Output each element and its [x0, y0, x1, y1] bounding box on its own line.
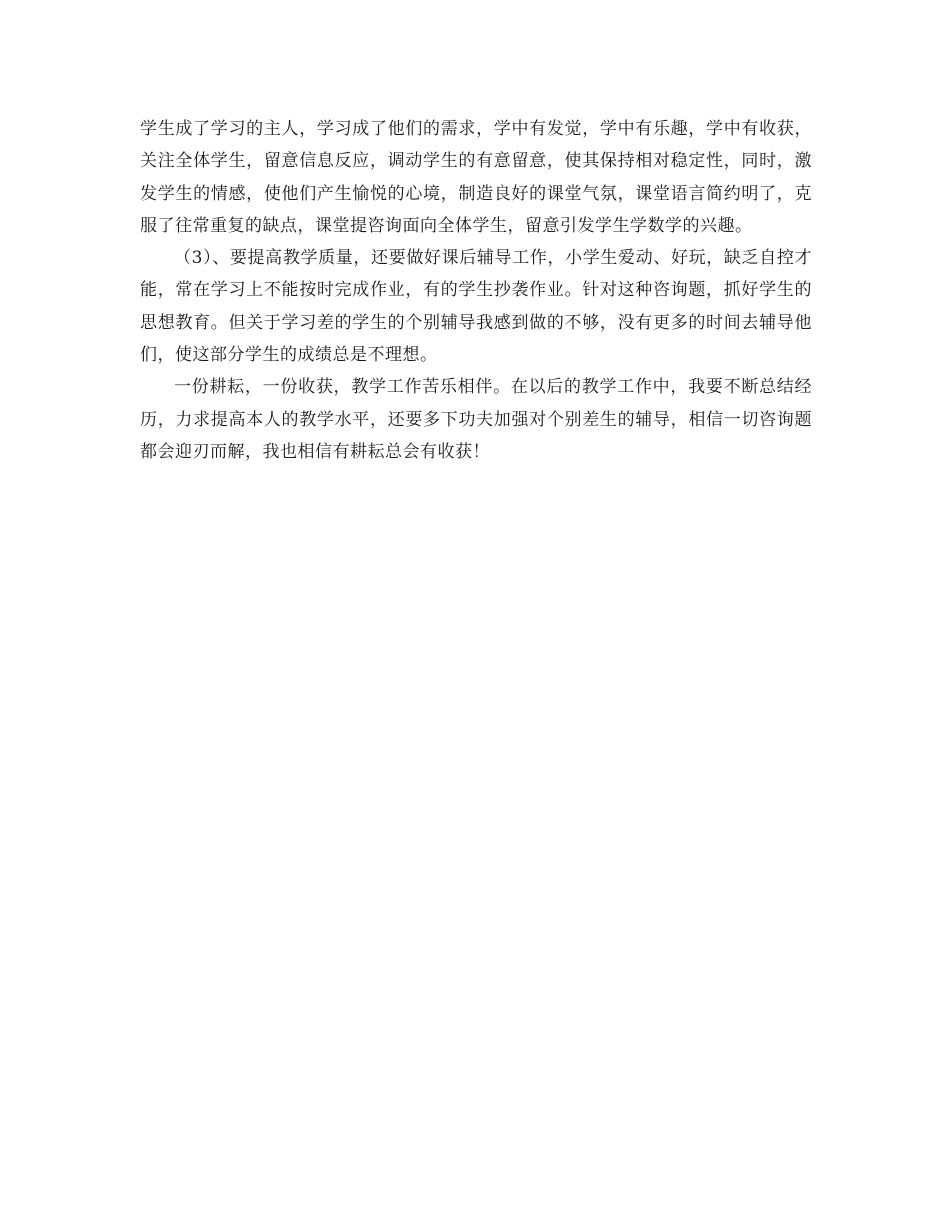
paragraph-after-class-tutoring: （3）、要提高教学质量，还要做好课后辅导工作，小学生爱动、好玩，缺乏自控才能，常在学习上不能按时完成作业，有的学生抄袭作业。针对这种咨询题，抓好学生的思想教育。但关于学习差的学生的个别辅导我感到做的不够，没有更多的时间去辅导他们，使这部分学生的成绩总是不理想。	[140, 248, 812, 366]
paragraph-conclusion: 一份耕耘，一份收获，教学工作苦乐相伴。在以后的教学工作中，我要不断总结经历，力求提高本人的教学水平，还要多下功夫加强对个别差生的辅导，相信一切咨询题都会迎刃而解，我也相信有耕耘总会有收获！	[140, 377, 812, 462]
paragraph-continuation: 学生成了学习的主人，学习成了他们的需求，学中有发觉，学中有乐趣，学中有收获，关注全体学生，留意信息反应，调动学生的有意留意，使其保持相对稳定性，同时，激发学生的情感，使他们产生愉悦的心境，制造良好的课堂气氛，课堂语言简约明了，克服了往常重复的缺点，课堂提咨询面向全体学生，留意引发学生学数学的兴趣。	[140, 119, 812, 236]
document-body	[140, 113, 812, 468]
